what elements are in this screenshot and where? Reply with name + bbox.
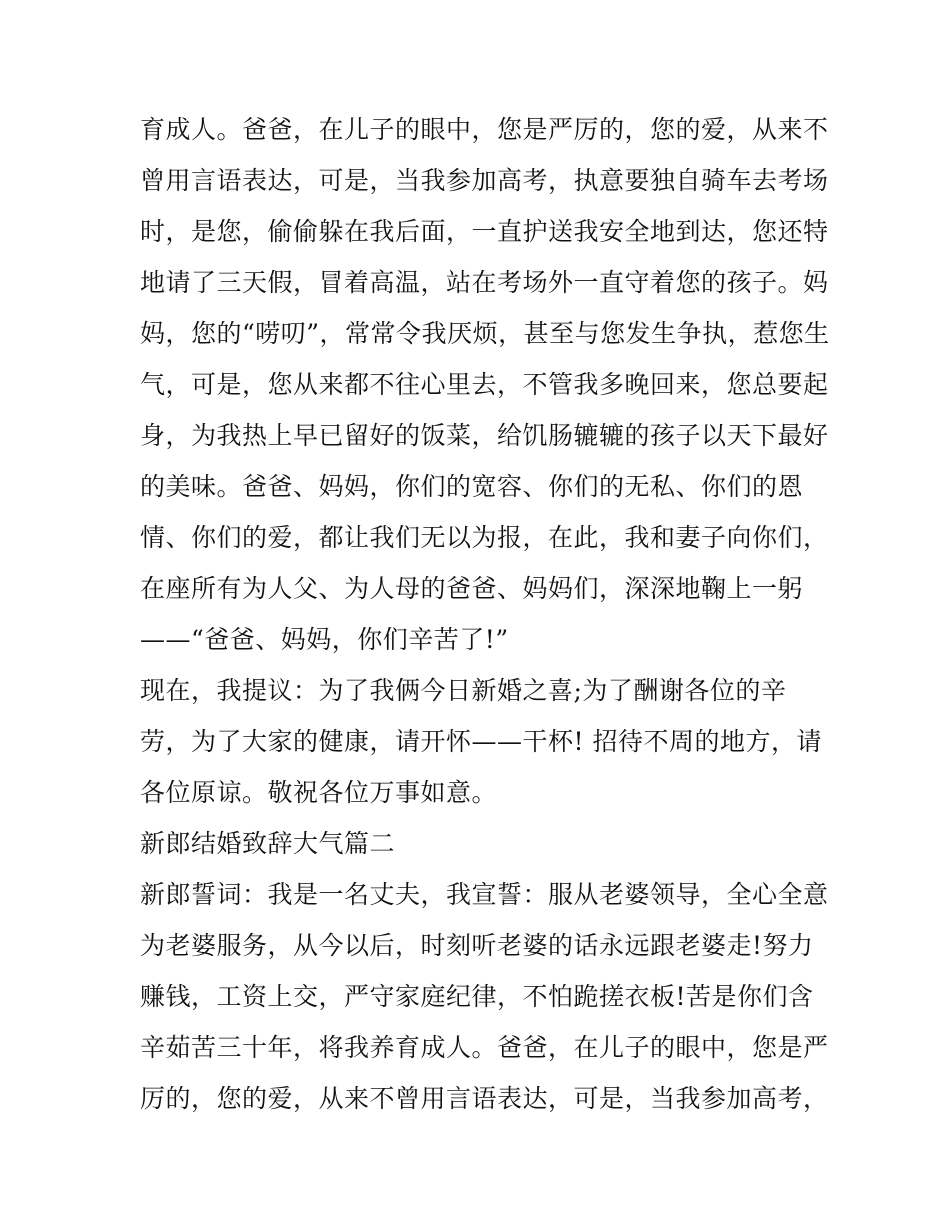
text-line: 新郎誓词：我是一名丈夫，我宣誓：服从老婆领导，全心全意 bbox=[140, 880, 829, 909]
text-line: 辛茹苦三十年，将我养育成人。爸爸，在儿子的眼中，您是严 bbox=[140, 1033, 829, 1062]
text-line: 劳，为了大家的健康，请开怀——干杯! 招待不周的地方，请 bbox=[140, 727, 822, 756]
text-line: 育成人。爸爸，在儿子的眼中，您是严厉的，您的爱，从来不 bbox=[140, 115, 829, 144]
text-line: 时，是您，偷偷躲在我后面，一直护送我安全地到达，您还特 bbox=[140, 217, 829, 246]
text-line: 现在，我提议：为了我俩今日新婚之喜;为了酬谢各位的辛 bbox=[140, 676, 787, 705]
text-line: 各位原谅。敬祝各位万事如意。 bbox=[140, 778, 498, 807]
text-line: 身，为我热上早已留好的饭菜，给饥肠辘辘的孩子以天下最好 bbox=[140, 421, 829, 450]
text-line: 曾用言语表达，可是，当我参加高考，执意要独自骑车去考场 bbox=[140, 166, 829, 195]
text-line: 赚钱，工资上交，严守家庭纪律，不怕跪搓衣板!苦是你们含 bbox=[140, 982, 814, 1011]
text-line: ——“爸爸、妈妈，你们辛苦了!” bbox=[140, 625, 509, 654]
text-line: 地请了三天假，冒着高温，站在考场外一直守着您的孩子。妈 bbox=[140, 268, 829, 297]
section-heading: 新郎结婚致辞大气篇二 bbox=[140, 829, 396, 858]
text-line: 气，可是，您从来都不往心里去，不管我多晚回来，您总要起 bbox=[140, 370, 829, 399]
text-line: 厉的，您的爱，从来不曾用言语表达，可是，当我参加高考， bbox=[140, 1084, 829, 1113]
text-line: 在座所有为人父、为人母的爸爸、妈妈们，深深地鞠上一躬 bbox=[140, 574, 804, 603]
text-line: 情、你们的爱，都让我们无以为报，在此，我和妻子向你们， bbox=[140, 523, 829, 552]
text-line: 妈，您的“唠叨”，常常令我厌烦，甚至与您发生争执，惹您生 bbox=[140, 319, 830, 348]
text-line: 为老婆服务，从今以后，时刻听老婆的话永远跟老婆走!努力 bbox=[140, 931, 814, 960]
text-line: 的美味。爸爸、妈妈，你们的宽容、你们的无私、你们的恩 bbox=[140, 472, 804, 501]
